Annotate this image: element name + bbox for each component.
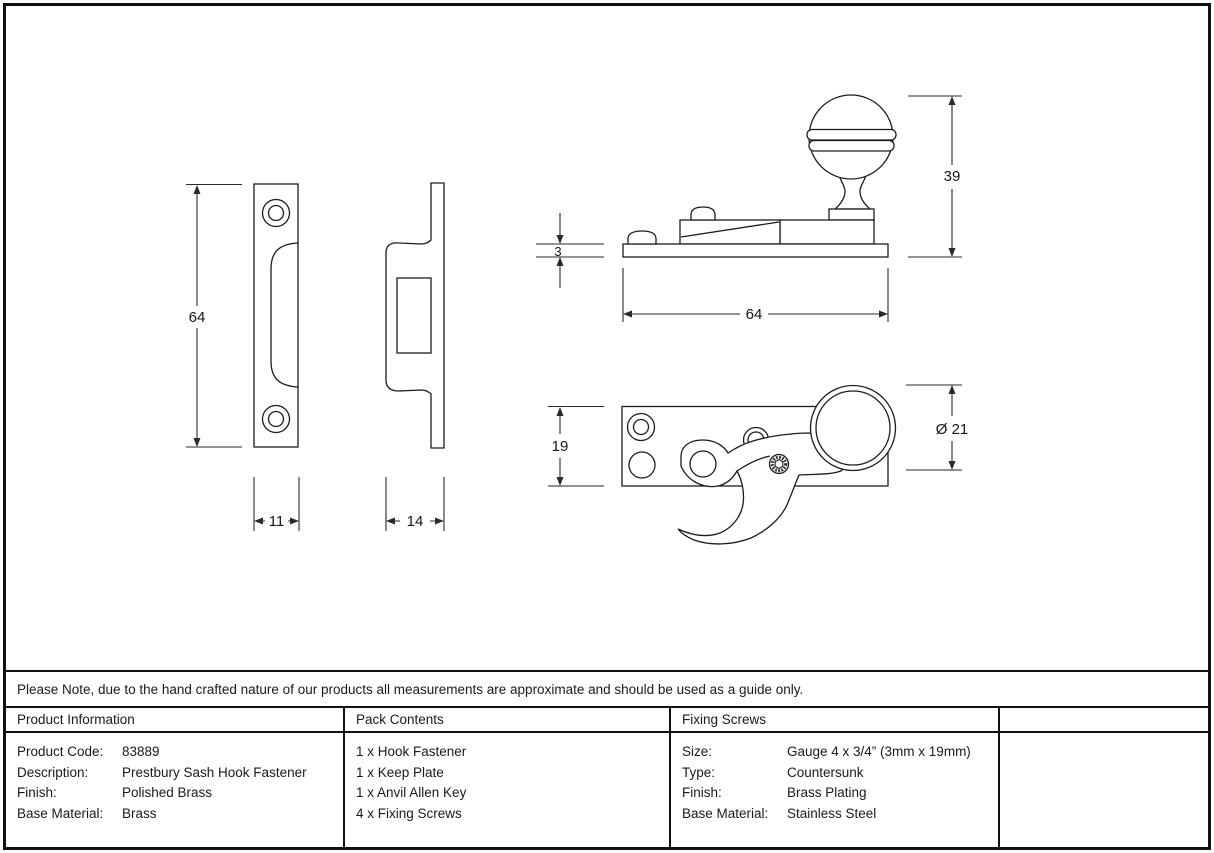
row-label: Finish: bbox=[17, 785, 57, 800]
row-value: Brass bbox=[122, 805, 157, 821]
list-item: 1 x Keep Plate bbox=[356, 764, 444, 780]
table-row bbox=[682, 763, 994, 784]
dim-fastener-depth: 19 bbox=[551, 438, 569, 455]
stem-base-block bbox=[829, 209, 874, 220]
dim-fastener-length: 64 bbox=[745, 306, 763, 323]
dim-base-thickness: 3 bbox=[554, 244, 562, 259]
row-value: 83889 bbox=[122, 744, 160, 759]
dim-keep-plate-width: 11 bbox=[268, 513, 285, 530]
dim-keep-plate-height: 64 bbox=[188, 309, 206, 326]
note-text: Please Note, due to the hand crafted nature of our products all measurements are approximate and should be used as a guide only. bbox=[17, 681, 804, 697]
table-header-row bbox=[6, 708, 1208, 733]
table-row bbox=[682, 742, 994, 763]
screw-dome-wedge bbox=[691, 207, 715, 220]
knob-band-2 bbox=[809, 141, 894, 152]
arm-block bbox=[780, 220, 874, 244]
fastener-depth-dimension bbox=[548, 407, 604, 487]
row-label: Finish: bbox=[682, 785, 722, 800]
header-fixing-screws: Fixing Screws bbox=[671, 708, 1000, 731]
list-item: 4 x Fixing Screws bbox=[356, 805, 462, 821]
dim-knob-diameter: Ø 21 bbox=[935, 421, 969, 438]
row-label: Base Material: bbox=[682, 805, 769, 821]
product-information-cell bbox=[6, 733, 345, 847]
row-label: Size: bbox=[682, 744, 713, 759]
keep-plate-front-view bbox=[254, 184, 298, 447]
base-plate-side bbox=[623, 244, 888, 257]
list-item: 1 x Anvil Allen Key bbox=[356, 785, 467, 800]
screw-dome-left bbox=[628, 231, 656, 244]
knob-plan-outer bbox=[811, 386, 896, 471]
row-label: Base Material: bbox=[17, 805, 104, 821]
table-row bbox=[682, 783, 994, 804]
dim-keep-plate-depth: 14 bbox=[406, 513, 424, 530]
row-label: Product Code: bbox=[17, 744, 104, 759]
header-pack-contents: Pack Contents bbox=[345, 708, 671, 731]
row-value: Brass Plating bbox=[787, 785, 867, 800]
keep-plate-depth-dimension bbox=[386, 477, 444, 531]
keep-plate-width-dimension bbox=[254, 477, 299, 531]
row-value: Prestbury Sash Hook Fastener bbox=[122, 764, 307, 780]
measurement-note bbox=[6, 672, 1208, 708]
row-value: Polished Brass bbox=[122, 785, 213, 800]
fixing-screws-cell bbox=[671, 733, 1000, 847]
fastener-plan-view bbox=[622, 386, 896, 544]
list-item: 1 x Hook Fastener bbox=[356, 744, 467, 759]
keep-plate-side-view bbox=[386, 183, 444, 448]
fastener-length-dimension bbox=[623, 268, 888, 323]
knob-band-1 bbox=[807, 130, 896, 141]
dim-fastener-height: 39 bbox=[943, 168, 961, 185]
header-empty bbox=[1000, 708, 1208, 731]
row-value: Stainless Steel bbox=[787, 805, 877, 821]
row-label: Description: bbox=[17, 764, 89, 780]
table-body-row bbox=[6, 733, 1208, 847]
keep-plate-height-dimension bbox=[186, 185, 242, 448]
table-row bbox=[17, 742, 339, 763]
pack-contents-cell bbox=[345, 733, 671, 847]
fastener-side-view bbox=[623, 95, 896, 257]
empty-cell bbox=[1000, 733, 1208, 847]
row-value: Gauge 4 x 3/4” (3mm x 19mm) bbox=[787, 744, 971, 759]
technical-drawing-svg bbox=[6, 6, 1214, 670]
drawing-sheet bbox=[3, 3, 1211, 850]
technical-drawing-area bbox=[6, 6, 1208, 672]
fastener-height-dimension bbox=[908, 96, 962, 257]
row-label: Type: bbox=[682, 764, 716, 780]
hex-set-screw bbox=[770, 455, 789, 474]
table-row bbox=[17, 783, 339, 804]
info-table bbox=[6, 708, 1208, 847]
base-thickness-dimension bbox=[536, 213, 604, 288]
knob-diameter-dimension bbox=[906, 385, 968, 470]
table-row bbox=[17, 804, 339, 825]
row-value: Countersunk bbox=[787, 764, 864, 780]
table-row bbox=[682, 804, 994, 825]
table-row bbox=[17, 763, 339, 784]
header-product-information: Product Information bbox=[6, 708, 345, 731]
